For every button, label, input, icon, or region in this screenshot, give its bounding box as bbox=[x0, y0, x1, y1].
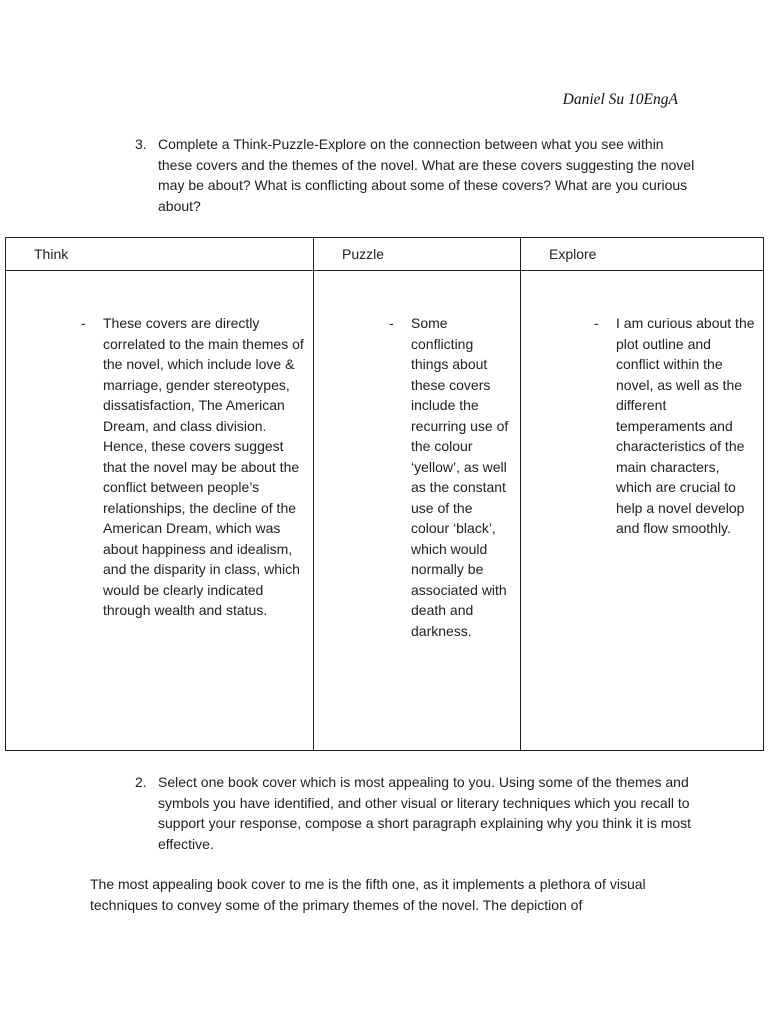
question-2-number: 2. bbox=[135, 774, 147, 790]
cell-think bbox=[6, 271, 314, 751]
puzzle-text: Some conflicting things about these covers include the recurring use of the colour ‘yellow’, as well as the constant use of the colour ‘black’, which would normally be associated with death and darkness. bbox=[411, 315, 509, 639]
explore-text: I am curious about the plot outline and conflict within the novel, as well as the different temperaments and characteristics of the main characters, which are crucial to help a novel develop and flow smoothly. bbox=[616, 315, 755, 536]
author-name: Daniel Su 10EngA bbox=[562, 91, 678, 108]
question-3-text: Complete a Think-Puzzle-Explore on the connection between what you see within these covers and the themes of the novel. What are these covers suggesting the novel may be about? What is conflicting about some of these covers? What are you curious about? bbox=[158, 136, 695, 214]
question-3-number: 3. bbox=[135, 136, 147, 152]
question-2 bbox=[135, 772, 695, 854]
cell-explore bbox=[521, 271, 764, 751]
cell-puzzle bbox=[314, 271, 521, 751]
bullet-dash: - bbox=[594, 315, 599, 331]
header-explore: Explore bbox=[521, 238, 764, 271]
table-header-row bbox=[6, 238, 764, 271]
header-think: Think bbox=[6, 238, 314, 271]
question-3 bbox=[135, 134, 695, 216]
bullet-dash: - bbox=[389, 315, 394, 331]
answer-paragraph: The most appealing book cover to me is the fifth one, as it implements a plethora of visual techniques to convey some of the primary themes of the novel. The depiction of bbox=[90, 876, 646, 913]
bullet-dash: - bbox=[81, 315, 86, 331]
question-2-text: Select one book cover which is most appealing to you. Using some of the themes and symbols you have identified, and other visual or literary techniques which you recall to support your response, compose a short paragraph explaining why you think it is most effective. bbox=[158, 774, 692, 852]
think-text: These covers are directly correlated to the main themes of the novel, which include love & marriage, gender stereotypes, dissatisfaction, The American Dream, and class division. Hence, these covers suggest that the novel may be about the conflict between people’s relationships, the decline of the American Dream, which was about happiness and idealism, and the disparity in class, which would be clearly indicated through wealth and status. bbox=[103, 315, 304, 618]
table-row bbox=[6, 271, 764, 751]
think-puzzle-explore-table bbox=[5, 237, 764, 751]
header-puzzle: Puzzle bbox=[314, 238, 521, 271]
